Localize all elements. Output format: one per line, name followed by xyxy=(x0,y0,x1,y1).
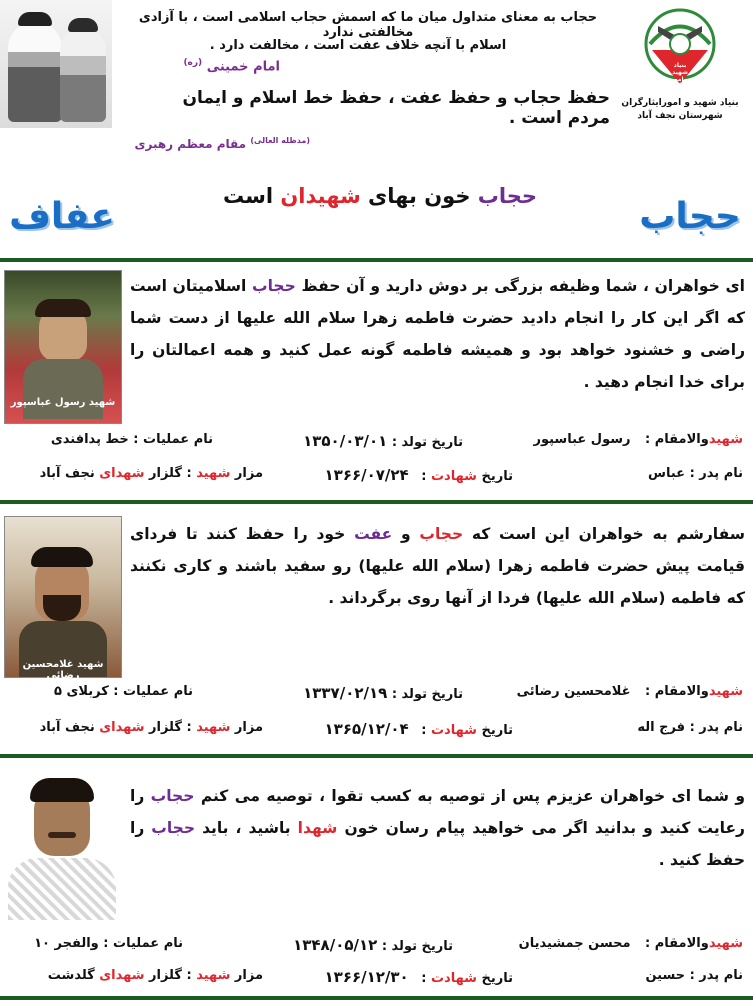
header-quote-line1: حجاب به معنای متداول میان ما که اسمش حجاب اسلامی است ، با آزادی مخالفتی ندارد xyxy=(138,10,598,40)
martyr-3-martyrdom: تاریخ شهادت : ۱۳۶۶/۱۲/۳۰ xyxy=(324,968,513,986)
khomeini-name: امام خمینی xyxy=(206,59,280,75)
quote-segment: اسلامیتان است که اگر این کار را انجام دادید حضرت فاطمه زهرا سلام الله علیها از دست شما راضی و خشنود خواهد بود و همیشه فاطمه گونه عمل کنید و همه اعمالتان را برای خدا انجام دهید . xyxy=(130,277,745,391)
quote-segment: را حفظ کنید . xyxy=(130,819,745,869)
logo-badge: بنیاد شهید و امور ایثارگران xyxy=(666,62,694,90)
martyr-3-quote xyxy=(130,780,745,876)
quote-segment: حجاب xyxy=(419,525,464,543)
martyr-2-name: شهیدوالامقام : غلامحسین رضائی xyxy=(516,684,743,699)
quote-segment: حجاب xyxy=(252,277,296,295)
martyr-1-father: نام پدر : عباس xyxy=(648,466,743,481)
quote-segment: و شما ای خواهران عزیزم پس از توصیه به کسب تقوا ، توصیه می کنم xyxy=(194,787,745,805)
quote-segment: عفت xyxy=(354,525,393,543)
divider xyxy=(0,258,753,262)
martyr-1-photo xyxy=(4,270,122,424)
martyr-2-photo xyxy=(4,516,122,681)
martyr-2-father: نام پدر : فرج اله xyxy=(637,720,743,735)
banner-title: حجاب خون بهای شهیدان است xyxy=(222,184,538,208)
banner-hijab-word: حجاب xyxy=(639,196,741,237)
martyr-3-birth: تاریخ تولد : ۱۳۴۸/۰۵/۱۲ xyxy=(293,936,453,954)
martyr-3-father: نام پدر : حسین xyxy=(645,968,743,983)
quote-segment: خود را حفظ کنند تا فردای قیامت پیش حضرت فاطمه زهرا (سلام الله علیها) رو سفید باشند و کاری نکنند که فاطمه (سلام الله علیها) فردا از آنها روی برگرداند . xyxy=(130,525,745,607)
khomeini-attribution xyxy=(140,58,280,74)
martyr-3-operation: نام عملیات : والفجر ۱۰ xyxy=(34,936,183,951)
martyr-2-quote xyxy=(130,518,745,614)
logo-caption-1: بنیاد شهید و امورایثارگران xyxy=(621,98,739,108)
quote-segment: حجاب xyxy=(151,819,196,837)
martyr-3-name: شهیدوالامقام : محسن جمشیدیان xyxy=(518,936,743,951)
martyr-2-shrine: مزار شهید : گلزار شهدای نجف آباد xyxy=(39,720,263,735)
leader-attribution xyxy=(70,136,310,151)
quote-segment: شهدا xyxy=(297,819,338,837)
martyr-1-photo-caption: شهید رسول عباسپور xyxy=(10,397,116,408)
martyr-2-photo-caption: شهید غلامحسین رضائی xyxy=(22,659,104,681)
martyr-1-operation: نام عملیات : خط پدافندی xyxy=(50,432,213,447)
quote-segment: سفارشم به خواهران این است که xyxy=(463,525,745,543)
martyr-1-quote xyxy=(130,270,745,398)
quote-segment: ای خواهران ، شما وظیفه بزرگی بر دوش دارید و آن حفظ xyxy=(295,277,745,295)
quote-segment: را رعایت کنید و بدانید اگر می خواهید پیام رسان خون xyxy=(130,787,745,837)
martyr-3-photo xyxy=(4,770,120,920)
martyr-1-birth: تاریخ تولد : ۱۳۵۰/۰۳/۰۱ xyxy=(303,432,463,450)
quote-segment: حجاب xyxy=(150,787,195,805)
logo-caption-2: شهرستان نجف آباد xyxy=(637,111,723,121)
divider xyxy=(0,754,753,758)
banner-efaf-word: عفاف xyxy=(9,196,115,237)
leader-honor: (مدظله العالی) xyxy=(250,136,310,145)
divider xyxy=(0,996,753,1000)
khomeini-honor: (ره) xyxy=(183,58,203,68)
martyr-2-martyrdom: تاریخ شهادت : ۱۳۶۵/۱۲/۰۴ xyxy=(324,720,513,738)
divider xyxy=(0,500,753,504)
martyr-3-shrine: مزار شهید : گلزار شهدای گلدشت xyxy=(47,968,263,983)
leaders-portrait xyxy=(0,0,112,128)
leader-name: مقام معظم رهبری xyxy=(134,137,247,151)
martyr-1-name: شهیدوالامقام : رسول عباسپور xyxy=(533,432,743,447)
quote-segment: باشید ، باید xyxy=(195,819,298,837)
quote-segment: و xyxy=(392,525,420,543)
martyr-2-birth: تاریخ تولد : ۱۳۳۷/۰۲/۱۹ xyxy=(303,684,463,702)
header-quote-2: حفظ حجاب و حفظ عفت ، حفظ خط اسلام و ایمان مردم است . xyxy=(182,88,610,128)
martyr-2-operation: نام عملیات : کربلای ۵ xyxy=(53,684,193,699)
martyr-1-shrine: مزار شهید : گلزار شهدای نجف آباد xyxy=(39,466,263,481)
foundation-logo xyxy=(620,4,740,124)
martyr-1-martyrdom: تاریخ شهادت : ۱۳۶۶/۰۷/۲۴ xyxy=(324,466,513,484)
header-quote-line2: اسلام با آنچه خلاف عفت است ، مخالفت دارد . xyxy=(209,38,507,53)
